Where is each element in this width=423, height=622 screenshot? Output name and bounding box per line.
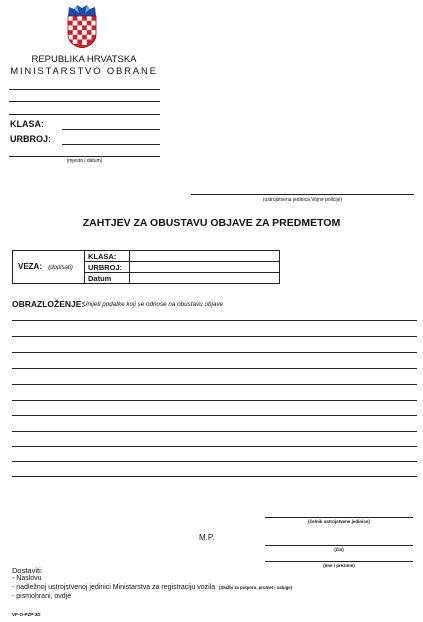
obrazlozenje-line-2[interactable]	[12, 336, 417, 337]
veza-row-klasa: KLASA:	[88, 252, 117, 261]
croatian-coat-of-arms	[65, 4, 99, 48]
distribution-item-2-text: - nadležnoj ustrojstvenoj jedinici Ministarstva za registraciju vozila	[12, 584, 216, 591]
crest-crown	[68, 5, 96, 16]
distribution-item-1: - Naslovu	[12, 575, 42, 582]
rank-field[interactable]	[265, 545, 413, 546]
obrazlozenje-line-8[interactable]	[12, 431, 417, 432]
veza-table	[12, 250, 280, 284]
klasa-label: KLASA:	[10, 119, 44, 129]
urbroj-field[interactable]	[62, 144, 160, 145]
obrazlozenje-line-5[interactable]	[12, 384, 417, 385]
address-line-1[interactable]	[9, 89, 160, 90]
place-date-caption: (mjesto i datum)	[66, 158, 103, 164]
obrazlozenje-line-4[interactable]	[12, 368, 417, 369]
veza-row-urbroj: URBROJ:	[88, 263, 123, 272]
name-field[interactable]	[265, 561, 413, 562]
stamp-place-label: M.P.	[199, 533, 215, 542]
veza-datum-value[interactable]	[130, 273, 279, 283]
klasa-field[interactable]	[62, 129, 160, 130]
veza-row-datum: Datum	[88, 274, 112, 283]
rank-caption: (čin)	[334, 547, 344, 552]
distribution-item-2	[12, 584, 292, 591]
ministry-name: MINISTARSTVO OBRANE	[10, 66, 158, 77]
urbroj-label: URBROJ:	[10, 134, 52, 144]
obrazlozenje-line-7[interactable]	[12, 415, 417, 416]
name-caption: (ime i prezime)	[323, 563, 355, 568]
form-code: VP-O-PZP-3D	[12, 612, 41, 617]
obrazlozenje-line-10[interactable]	[12, 461, 417, 462]
obrazlozenje-label: OBRAZLOŽENJE:	[12, 299, 85, 309]
obrazlozenje-line-1[interactable]	[12, 320, 417, 321]
obrazlozenje-hint: Unijeti podatke koji se odnose na obustavu objave	[83, 301, 224, 308]
place-date-field[interactable]	[9, 156, 160, 157]
unit-head-caption: (čelnik ustrojstvene jedinice)	[308, 519, 370, 524]
obrazlozenje-line-9[interactable]	[12, 446, 417, 447]
distribution-item-3: - pismohrani, ovdje	[12, 593, 72, 600]
veza-klasa-value[interactable]	[130, 251, 279, 261]
veza-divider-1	[84, 251, 85, 283]
crest-shield	[68, 16, 96, 48]
recipient-caption: (ustrojstvena jedinica Vojne policije)	[262, 197, 343, 203]
veza-label: VEZA:	[18, 262, 42, 271]
country-name: REPUBLIKA HRVATSKA	[31, 54, 137, 65]
document-title: ZAHTJEV ZA OBUSTAVU OBJAVE ZA PREDMETOM	[82, 217, 341, 229]
recipient-field[interactable]	[191, 194, 414, 195]
obrazlozenje-line-11[interactable]	[12, 476, 417, 477]
address-line-2[interactable]	[9, 101, 160, 102]
obrazlozenje-line-3[interactable]	[12, 352, 417, 353]
veza-urbroj-value[interactable]	[130, 262, 279, 272]
distribution-item-2-note: (Službi za potporu, promet i usluge)	[219, 585, 293, 590]
unit-head-field[interactable]	[265, 517, 413, 518]
address-line-3[interactable]	[9, 114, 160, 115]
veza-label-group	[18, 262, 73, 271]
veza-note: (dopisati)	[48, 265, 73, 271]
distribution-title: Dostaviti:	[12, 566, 43, 575]
obrazlozenje-line-6[interactable]	[12, 400, 417, 401]
